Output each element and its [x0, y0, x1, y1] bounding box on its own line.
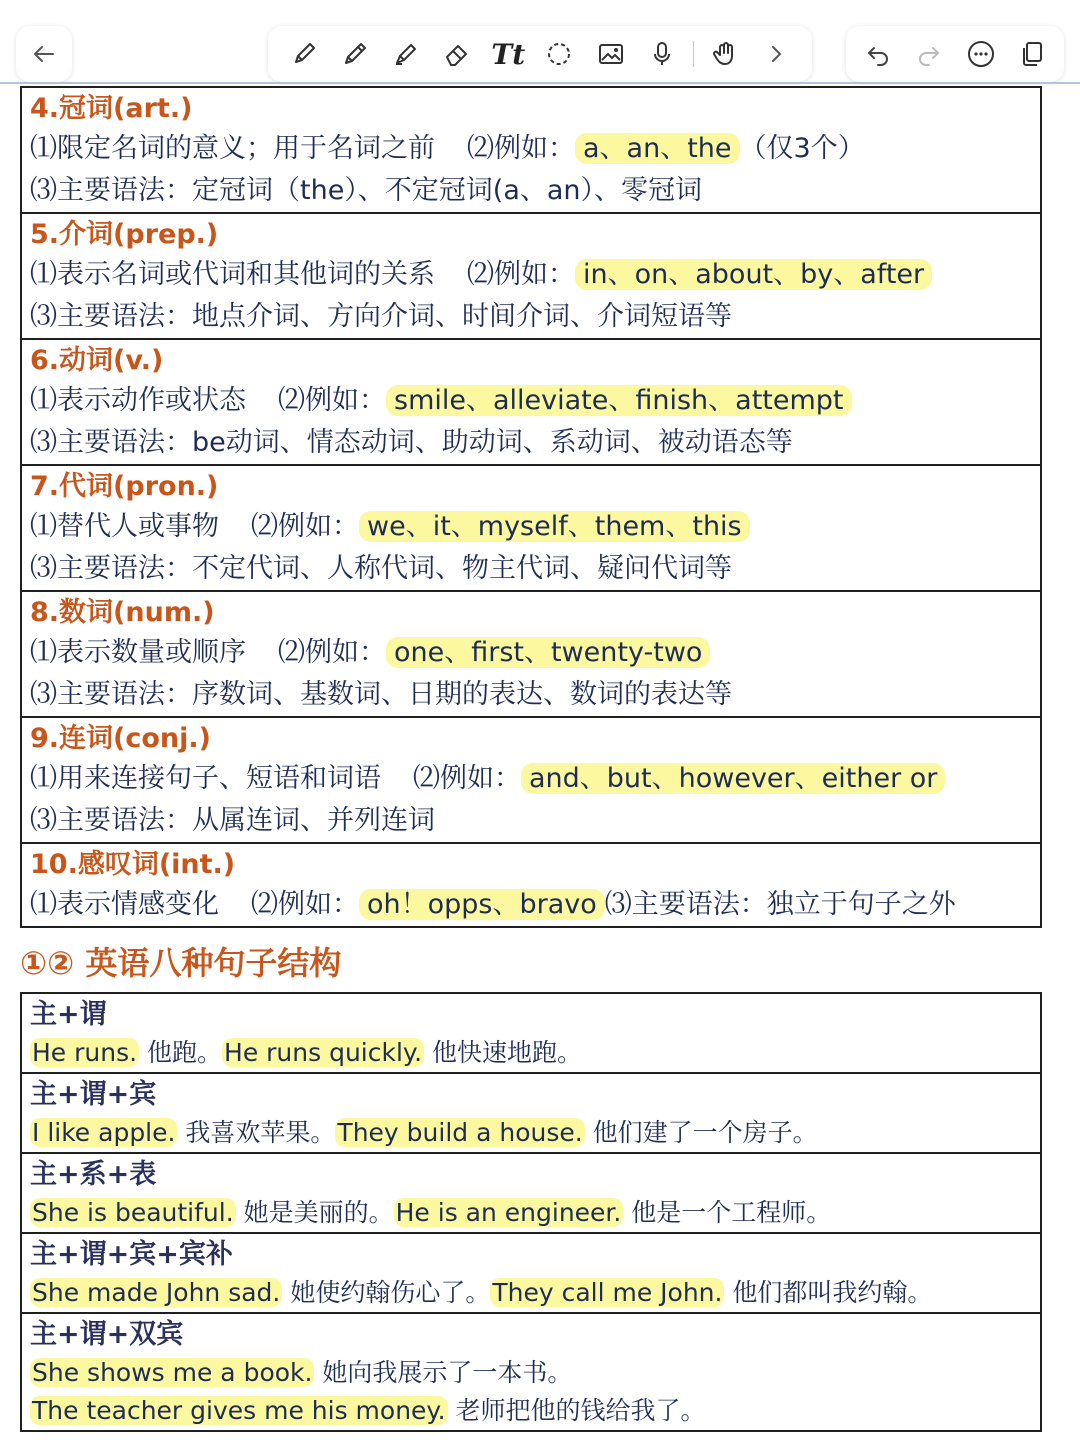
pos-examples: in、on、about、by、after: [575, 259, 932, 290]
image-icon[interactable]: [591, 34, 631, 74]
structure-title: 主+谓+宾+宾补: [30, 1239, 233, 1270]
structure-example-line: [30, 1114, 1032, 1152]
back-arrow-icon: [24, 34, 64, 74]
pos-row: [22, 214, 1040, 340]
redo-icon[interactable]: [909, 34, 949, 74]
pos-title: 4.冠词(art.): [30, 93, 193, 124]
english-example: The teacher gives me his money.: [32, 1396, 446, 1425]
pos-line-2: ⑶主要语法：be动词、情态动词、助动词、系动词、被动语态等: [30, 427, 793, 458]
pos-row: [22, 466, 1040, 592]
pos-line-1: [30, 128, 1032, 170]
chinese-translation: 她使约翰伤心了。: [282, 1278, 491, 1307]
pos-example-label: ⑵例如：: [278, 637, 386, 668]
pos-title: 7.代词(pron.): [30, 471, 219, 502]
text-tool-label: Tt: [491, 37, 526, 71]
chinese-translation: 他是一个工程师。: [623, 1198, 832, 1227]
toolbar-divider-line: [0, 82, 1080, 84]
tool-palette: [268, 26, 812, 82]
english-example: She shows me a book.: [32, 1358, 313, 1387]
pos-examples: and、but、however、either or: [521, 763, 945, 794]
chinese-translation: 老师把他的钱给我了。: [447, 1396, 706, 1425]
chinese-translation: 他们都叫我约翰。: [724, 1278, 933, 1307]
english-example: They build a house.: [337, 1118, 583, 1147]
chinese-translation: 他跑。: [139, 1038, 223, 1067]
pos-examples: one、first、twenty-two: [386, 637, 710, 668]
pos-meaning: ⑴替代人或事物: [30, 511, 219, 542]
note-page: [20, 86, 1042, 1432]
lasso-icon[interactable]: [539, 34, 579, 74]
chinese-translation: 我喜欢苹果。: [177, 1118, 336, 1147]
pos-row: [22, 718, 1040, 844]
english-example: She is beautiful.: [32, 1198, 234, 1227]
pos-row: [22, 88, 1040, 214]
pos-meaning: ⑴表示数量或顺序: [30, 637, 246, 668]
structure-example-line: [30, 1034, 1032, 1072]
structure-example-line: [30, 1194, 1032, 1232]
english-example: He runs quickly.: [224, 1038, 423, 1067]
pos-meaning: ⑴表示动作或状态: [30, 385, 246, 416]
section-title: ①② 英语八种句子结构: [20, 944, 342, 982]
structure-title: 主+谓+宾: [30, 1079, 157, 1110]
pos-examples: a、an、the: [575, 133, 740, 164]
more-icon[interactable]: [961, 34, 1001, 74]
pos-line-2: ⑶主要语法：定冠词（the）、不定冠词(a、an）、零冠词: [30, 175, 703, 206]
pos-line-1: [30, 506, 1032, 548]
pos-line-1: [30, 884, 1032, 926]
structure-example-line: [30, 1354, 1032, 1392]
toolbar-divider: [693, 41, 694, 67]
pos-grammar: ⑶主要语法：独立于句子之外: [604, 889, 956, 920]
pos-meaning: ⑴用来连接句子、短语和词语: [30, 763, 381, 794]
structure-row: [22, 1234, 1040, 1314]
pos-line-2: ⑶主要语法：序数词、基数词、日期的表达、数词的表达等: [30, 679, 732, 710]
structure-row: [22, 1074, 1040, 1154]
pos-row: [22, 340, 1040, 466]
sentence-structures-table: [20, 992, 1042, 1432]
pos-line-1: [30, 632, 1032, 674]
pos-note: （仅3个）: [739, 133, 865, 164]
pos-meaning: ⑴表示名词或代词和其他词的关系: [30, 259, 435, 290]
pos-title: 6.动词(v.): [30, 345, 164, 376]
pencil-icon[interactable]: [335, 34, 375, 74]
english-example: They call me John.: [492, 1278, 723, 1307]
pos-example-label: ⑵例如：: [251, 889, 359, 920]
structure-row: [22, 1154, 1040, 1234]
structure-title: 主+系+表: [30, 1159, 157, 1190]
pos-examples: oh！opps、bravo: [359, 889, 605, 920]
pos-example-label: ⑵例如：: [413, 763, 521, 794]
chevron-right-icon[interactable]: [756, 34, 796, 74]
pos-line-2: ⑶主要语法：地点介词、方向介词、时间介词、介词短语等: [30, 301, 732, 332]
pos-line-2: ⑶主要语法：不定代词、人称代词、物主代词、疑问代词等: [30, 553, 732, 584]
english-example: She made John sad.: [32, 1278, 281, 1307]
chinese-translation: 他们建了一个房子。: [584, 1118, 818, 1147]
pages-icon[interactable]: [1012, 34, 1052, 74]
pen-icon[interactable]: [284, 34, 324, 74]
structure-row: [22, 1314, 1040, 1430]
hand-icon[interactable]: [705, 34, 745, 74]
document-actions: [846, 26, 1064, 82]
structure-example-line: [30, 1392, 1032, 1430]
pos-title: 5.介词(prep.): [30, 219, 219, 250]
pos-line-1: [30, 254, 1032, 296]
pos-examples: smile、alleviate、finish、attempt: [386, 385, 852, 416]
pos-row-interjection: [22, 844, 1040, 926]
pos-example-label: ⑵例如：: [251, 511, 359, 542]
top-toolbar: [0, 0, 1080, 84]
parts-of-speech-table: [20, 86, 1042, 928]
pos-row: [22, 592, 1040, 718]
english-example: He runs.: [32, 1038, 138, 1067]
structure-title: 主+谓+双宾: [30, 1319, 184, 1350]
pos-line-2: ⑶主要语法：从属连词、并列连词: [30, 805, 435, 836]
english-example: I like apple.: [32, 1118, 176, 1147]
marker-icon[interactable]: [386, 34, 426, 74]
pos-title: 8.数词(num.): [30, 597, 215, 628]
pos-example-label: ⑵例如：: [467, 259, 575, 290]
chinese-translation: 他快速地跑。: [424, 1038, 583, 1067]
back-button[interactable]: [16, 26, 72, 82]
structure-example-line: [30, 1274, 1032, 1312]
microphone-icon[interactable]: [642, 34, 682, 74]
structure-title: 主+谓: [30, 999, 107, 1030]
pos-example-label: ⑵例如：: [467, 133, 575, 164]
pos-title: 10.感叹词(int.): [30, 849, 236, 880]
pos-examples: we、it、myself、them、this: [359, 511, 750, 542]
eraser-icon[interactable]: [437, 34, 477, 74]
undo-icon[interactable]: [858, 34, 898, 74]
pos-meaning: ⑴限定名词的意义；用于名词之前: [30, 133, 435, 164]
pos-line-1: [30, 758, 1032, 800]
pos-title: 9.连词(conj.): [30, 723, 212, 754]
chinese-translation: 她是美丽的。: [235, 1198, 394, 1227]
pos-example-label: ⑵例如：: [278, 385, 386, 416]
structure-row: [22, 994, 1040, 1074]
text-tool-icon[interactable]: [488, 34, 528, 74]
pos-meaning: ⑴表示情感变化: [30, 889, 219, 920]
chinese-translation: 她向我展示了一本书。: [314, 1358, 573, 1387]
pos-line-1: [30, 380, 1032, 422]
english-example: He is an engineer.: [395, 1198, 622, 1227]
